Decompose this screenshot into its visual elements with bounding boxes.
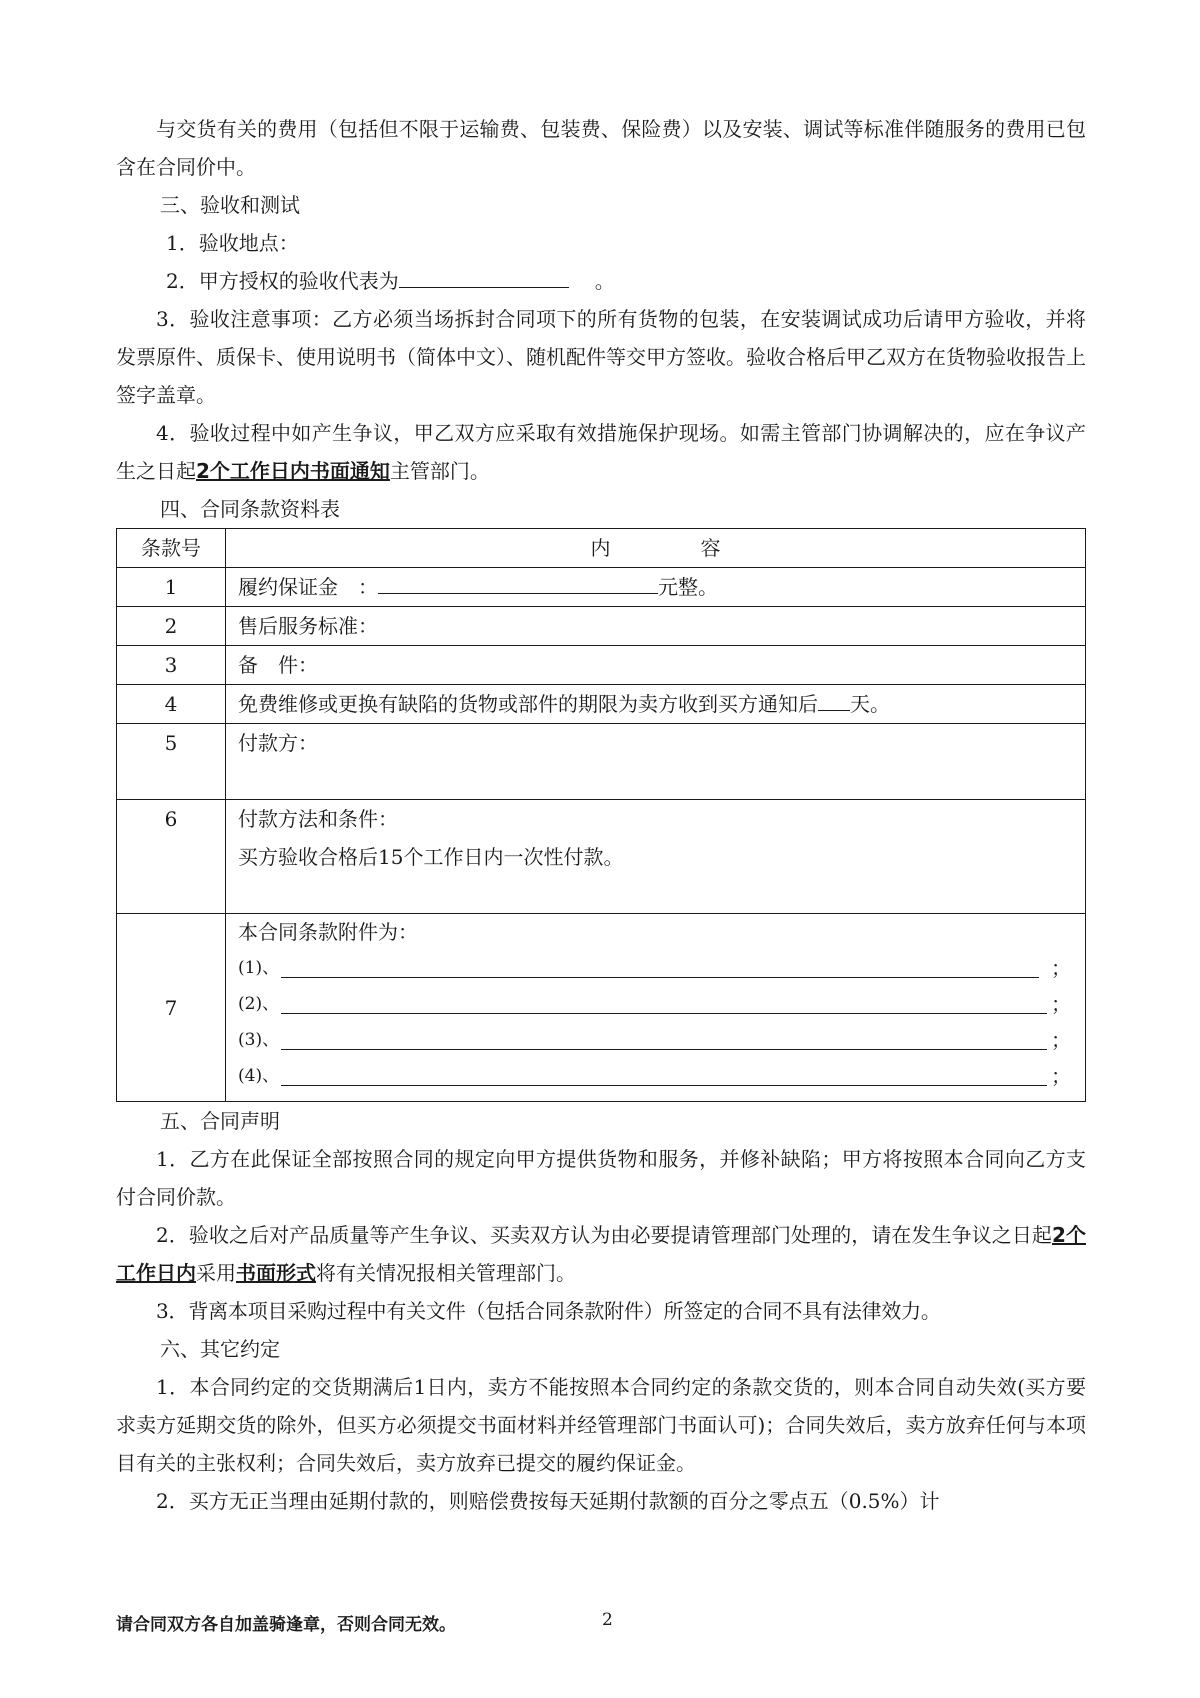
section5-item2-text: 2．验收之后对产品质量等产生争议、买卖双方认为由必要提请管理部门处理的，请在发生争议之日起 <box>156 1223 1052 1247</box>
attachment-line-2 <box>238 986 1071 1022</box>
table-row-number: 4 <box>117 685 226 724</box>
attachment-end: ； <box>1051 1064 1071 1088</box>
section5-item3: 3．背离本项目采购过程中有关文件（包括合同条款附件）所签定的合同不具有法律效力。 <box>156 1299 941 1323</box>
section6-item1: 1．本合同约定的交货期满后1日内，卖方不能按照本合同约定的条款交货的，则本合同自动失效(买方要求卖方延期交货的除外，但买方必须提交书面材料并经管理部门书面认可)；合同失效后，卖方放弃任何与本项目有关的主张权利；合同失效后，卖方放弃已提交的履约保证金。 <box>116 1375 1086 1475</box>
attachment-line-1 <box>238 950 1071 986</box>
page-number: 2 <box>602 1610 613 1630</box>
section3-item2-text: 2．甲方授权的验收代表为 <box>166 269 399 293</box>
table-row-content <box>226 724 1086 800</box>
attachment-line-3 <box>238 1022 1071 1058</box>
attachment-end: ； <box>1051 992 1071 1016</box>
section5-item2 <box>116 1216 1086 1292</box>
section6-item2: 2．买方无正当理由延期付款的，则赔偿费按每天延期付款额的百分之零点五（0.5%）计 <box>156 1489 940 1513</box>
attachment-label: (1)、 <box>238 958 280 978</box>
warranty-period-text: 免费维修或更换有缺陷的货物或部件的期限为卖方收到买方通知后 <box>238 692 818 716</box>
footer-note: 请合同双方各自加盖骑逢章，否则合同无效。 <box>116 1615 456 1635</box>
table-row <box>117 607 1086 646</box>
attachment-blank <box>281 987 1047 1014</box>
table-row-content <box>226 607 1086 646</box>
page-footer <box>116 1610 1086 1640</box>
table-header-number <box>117 529 226 568</box>
table-row <box>117 685 1086 724</box>
section5-item2-end: 将有关情况报相关管理部门。 <box>316 1261 576 1285</box>
table-row-content <box>226 914 1086 1102</box>
attachment-blank <box>281 951 1039 978</box>
section3-item4 <box>116 414 1086 490</box>
table-row-number: 6 <box>117 800 226 914</box>
table-header-content-label-1: 内 <box>590 536 611 560</box>
attachment-blank <box>281 1059 1047 1086</box>
table-row <box>117 800 1086 914</box>
section5-item2-mid: 采用 <box>196 1261 236 1285</box>
section3-item4-emphasis: 2个工作日内书面通知 <box>196 459 390 483</box>
table-header-row <box>117 529 1086 568</box>
table-row <box>117 646 1086 685</box>
attachment-label: (3)、 <box>238 1030 280 1050</box>
table-row-number: 2 <box>117 607 226 646</box>
section5-item2-emphasis-2: 书面形式 <box>236 1261 316 1285</box>
table-row <box>117 914 1086 1102</box>
table-row <box>117 724 1086 800</box>
attachments-label: 本合同条款附件为： <box>238 920 418 944</box>
section3-item4-end: 主管部门。 <box>389 459 490 483</box>
section5-item2-emphasis-1: 2个工作日内 <box>116 1223 1086 1285</box>
section5-item1: 1．乙方在此保证全部按照合同的规定向甲方提供货物和服务，并修补缺陷；甲方将按照本合同向乙方支付合同价款。 <box>116 1147 1086 1209</box>
section3-item2-end: 。 <box>594 269 615 293</box>
performance-bond-unit: 元整。 <box>658 575 718 599</box>
performance-bond-label: 履约保证金 ： <box>238 575 378 599</box>
section3-item3: 3．验收注意事项：乙方必须当场拆封合同项下的所有货物的包装，在安装调试成功后请甲方验收，并将发票原件、质保卡、使用说明书（简体中文）、随机配件等交甲方签收。验收合格后甲乙双方在货物验收报告上签字盖章。 <box>116 307 1086 407</box>
section3-item2 <box>116 262 1086 300</box>
intro-paragraph: 与交货有关的费用（包括但不限于运输费、包装费、保险费）以及安装、调试等标准伴随服务的费用已包含在合同价中。 <box>116 117 1086 179</box>
table-row-number: 5 <box>117 724 226 800</box>
acceptance-representative-blank <box>399 263 569 288</box>
table-row-content <box>226 800 1086 914</box>
table-row-number: 1 <box>117 568 226 607</box>
attachment-line-4 <box>238 1058 1071 1094</box>
after-sales-standard-label: 售后服务标准： <box>238 614 378 638</box>
attachment-label: (4)、 <box>238 1066 280 1086</box>
table-header-content <box>226 529 1086 568</box>
spare-parts-label: 备 件： <box>238 653 318 677</box>
payment-terms-label: 付款方法和条件： <box>238 807 398 831</box>
payment-terms-value: 买方验收合格后15个工作日内一次性付款。 <box>238 845 624 869</box>
contract-terms-table <box>116 528 1086 1102</box>
table-header-number-label: 条款号 <box>141 536 201 560</box>
table-row-content <box>226 568 1086 607</box>
table-row <box>117 568 1086 607</box>
section6-heading: 六、其它约定 <box>160 1337 280 1361</box>
attachment-end: ； <box>1051 1028 1071 1052</box>
payer-label: 付款方： <box>238 731 318 755</box>
section3-item4-text: 4．验收过程中如产生争议，甲乙双方应采取有效措施保护现场。如需主管部门协调解决的，应在争议产生之日起 <box>116 421 1086 483</box>
section3-heading: 三、验收和测试 <box>160 193 300 217</box>
table-header-content-label-2: 容 <box>700 536 721 560</box>
table-row-content <box>226 646 1086 685</box>
section5-heading: 五、合同声明 <box>160 1109 280 1133</box>
performance-bond-amount-blank <box>378 569 658 594</box>
warranty-period-unit: 天。 <box>850 692 890 716</box>
attachment-end: ； <box>1051 956 1071 980</box>
page-content <box>116 110 1086 1520</box>
section4-heading: 四、合同条款资料表 <box>160 497 340 521</box>
attachment-blank <box>281 1023 1047 1050</box>
attachment-label: (2)、 <box>238 994 280 1014</box>
section3-item1: 1．验收地点： <box>166 231 299 255</box>
table-row-number: 7 <box>117 914 226 1102</box>
table-row-number: 3 <box>117 646 226 685</box>
warranty-days-blank <box>818 686 850 711</box>
table-row-content <box>226 685 1086 724</box>
